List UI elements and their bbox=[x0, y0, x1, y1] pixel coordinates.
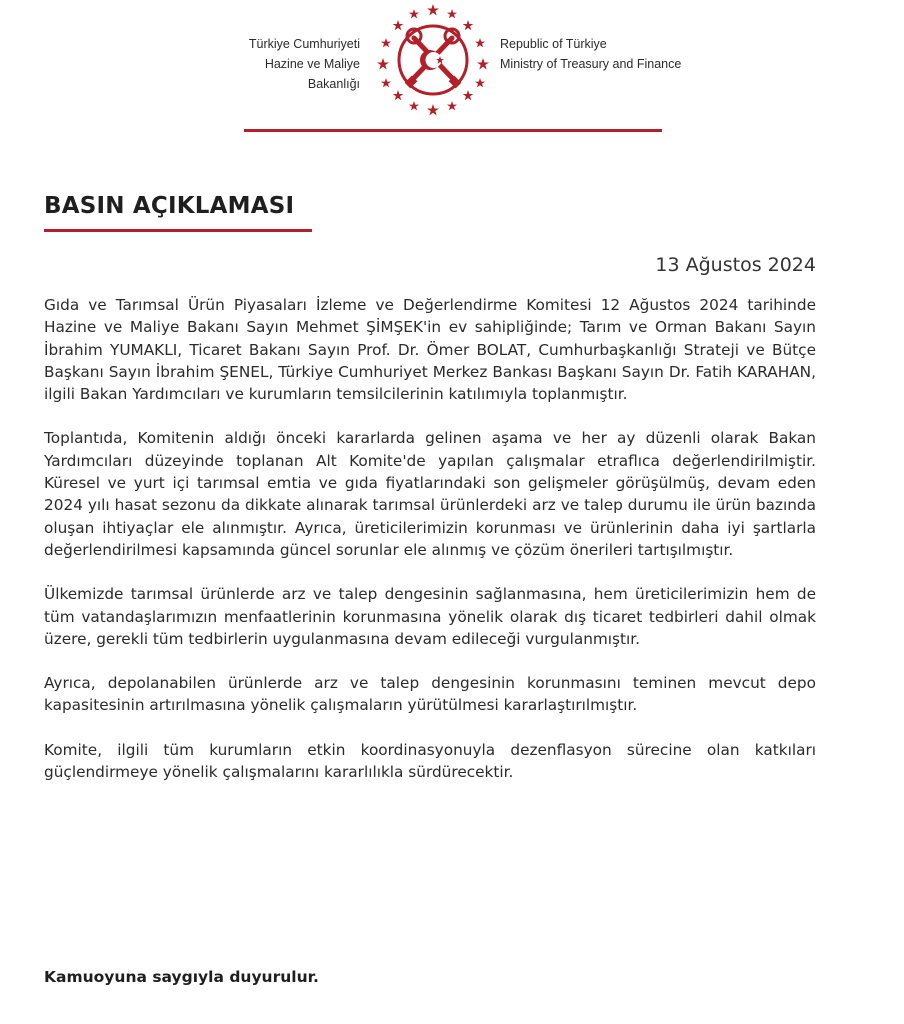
title-underline bbox=[44, 229, 312, 232]
paragraph: Ayrıca, depolanabilen ürünlerde arz ve talep dengesinin korunmasını teminen mevcut depo kapasitesinin artırılmasına yönelik çalışmaların yürütülmesi kararlaştırılmıştır. bbox=[44, 674, 816, 715]
document-date: 13 Ağustos 2024 bbox=[655, 254, 816, 276]
paragraph: Ülkemizde tarımsal ürünlerde arz ve talep dengesinin sağlanmasına, hem üreticilerimizin hem de tüm vatandaşlarımızın menfaatlerinin korunmasına yönelik olarak dış ticaret tedbirleri dahil olmak üzere, gerekli tüm tedbirlerin uygulanmasına devam edileceği vurgulanmıştır. bbox=[44, 585, 816, 648]
ministry-en-line2: Ministry of Treasury and Finance bbox=[500, 57, 682, 71]
ministry-name-turkish bbox=[236, 34, 360, 94]
ministry-en-line1: Republic of Türkiye bbox=[500, 37, 607, 51]
closing-line: Kamuoyuna saygıyla duyurulur. bbox=[44, 968, 319, 986]
header-divider bbox=[244, 129, 662, 132]
ministry-tr-line2: Hazine ve Maliye Bakanlığı bbox=[264, 57, 360, 91]
paragraph: Komite, ilgili tüm kurumların etkin koordinasyonuyla dezenflasyon sürecine olan katkıları güçlendirmeye yönelik çalışmalarını kararlılıkla sürdürecektir. bbox=[44, 740, 816, 782]
ministry-tr-line1: Türkiye Cumhuriyeti bbox=[248, 37, 360, 51]
document-title: BASIN AÇIKLAMASI bbox=[44, 193, 295, 219]
paragraph: Toplantıda, Komitenin aldığı önceki kararlarda gelinen aşama ve her ay düzenli olarak Bakan Yardımcıları düzeyinde toplanan Alt Komite'de yapılan çalışmalar etraflıca değerlendirilmiştir. Küresel ve yurt içi tarımsal emtia ve gıda fiyatlarındaki son gelişmeler görüşülmüş, devam eden 2024 yılı hasat sezonu da dikkate alınarak tarımsal ürünlerdeki arz ve talep durumu ile ürün bazında oluşan ihtiyaçlar ele alınmıştır. Ayrıca, üreticilerimizin korunması ve ürünlerinin daha iyi şartlarla değerlendirilmesi kapsamında güncel sorunlar ele alınmış ve çözüm önerileri tartışılmıştır. bbox=[44, 429, 816, 559]
document-body bbox=[44, 294, 816, 805]
paragraph: Gıda ve Tarımsal Ürün Piyasaları İzleme ve Değerlendirme Komitesi 12 Ağustos 2024 tarihinde Hazine ve Maliye Bakanı Sayın Mehmet ŞİMŞEK'in ev sahipliğinde; Tarım ve Orman Bakanı Sayın İbrahim YUMAKLI, Ticaret Bakanı Sayın Prof. Dr. Ömer BOLAT, Cumhurbaşkanlığı Strateji ve Bütçe Başkanı Sayın İbrahim ŞENEL, Türkiye Cumhuriyet Merkez Bankası Başkanı Sayın Dr. Fatih KARAHAN, ilgili Bakan Yardımcıları ve kurumların temsilcilerinin katılımıyla toplanmıştır. bbox=[44, 296, 816, 404]
ministry-emblem-icon bbox=[368, 0, 498, 120]
ministry-name-english bbox=[500, 34, 700, 74]
